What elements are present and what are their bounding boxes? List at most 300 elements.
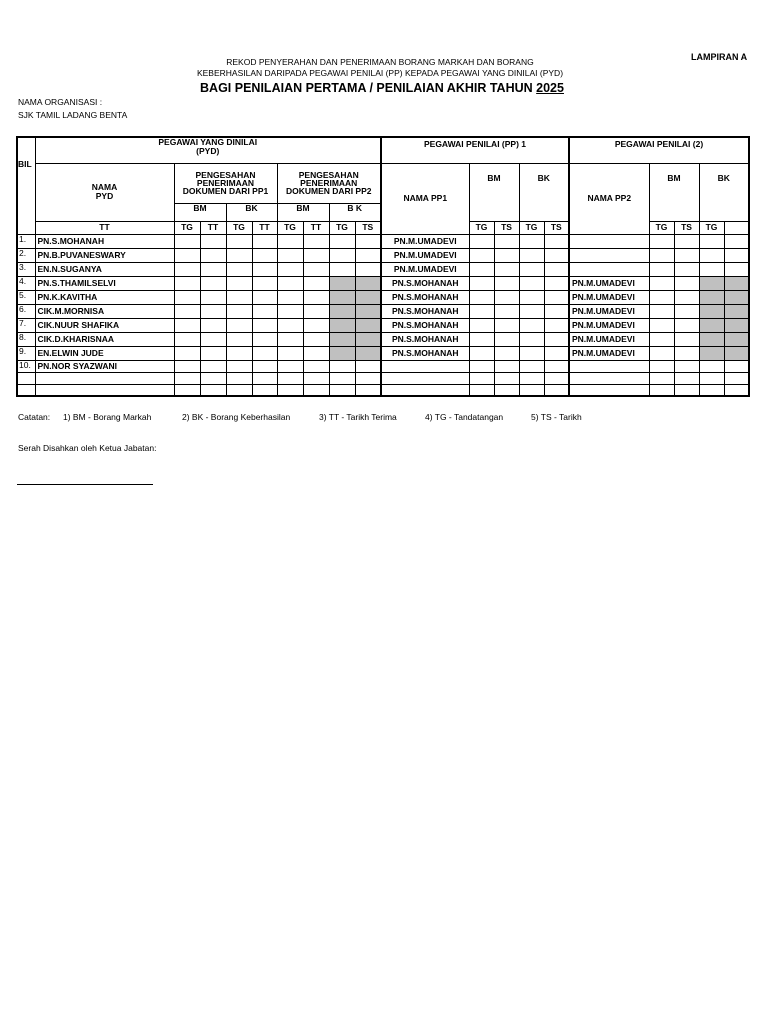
pyd-sign-cell[interactable]	[303, 248, 329, 262]
pyd-sign-cell[interactable]	[226, 276, 252, 290]
pyd-sign-cell[interactable]	[174, 304, 200, 318]
pyd-sign-cell[interactable]	[226, 234, 252, 248]
pyd-sign-cell[interactable]	[277, 384, 303, 396]
pp2-name	[569, 262, 649, 276]
pyd-sign-cell[interactable]	[200, 262, 226, 276]
pp2-sign-cell[interactable]	[724, 360, 749, 372]
pp1-sign-cell[interactable]	[519, 346, 544, 360]
pp2-sign-cell[interactable]	[724, 372, 749, 384]
pp1-sign-cell[interactable]	[519, 360, 544, 372]
pyd-sign-cell[interactable]	[303, 332, 329, 346]
pyd-sign-cell[interactable]	[252, 290, 277, 304]
pyd-sign-cell[interactable]	[174, 290, 200, 304]
pp1-sign-cell[interactable]	[494, 332, 519, 346]
pyd-sign-cell[interactable]	[329, 332, 355, 346]
pp1-sign-cell[interactable]	[494, 360, 519, 372]
pp2-sign-cell[interactable]	[674, 290, 699, 304]
pp1-name: PN.M.UMADEVI	[381, 262, 469, 276]
pp1-sign-cell[interactable]	[544, 248, 569, 262]
pyd-name	[35, 384, 174, 396]
col-tt: TT	[303, 221, 329, 234]
nama-pyd-line2: PYD	[95, 191, 114, 201]
pyd-name	[35, 372, 174, 384]
pyd-sign-cell[interactable]	[174, 318, 200, 332]
pp2-sign-cell[interactable]	[724, 234, 749, 248]
title-year: 2025	[536, 81, 564, 95]
pp1-sign-cell[interactable]	[544, 290, 569, 304]
serah-label: Serah Disahkan oleh Ketua Jabatan:	[18, 443, 157, 453]
lampiran-label: LAMPIRAN A	[691, 52, 748, 62]
pp2-sign-cell[interactable]	[649, 332, 674, 346]
pp2-name	[569, 248, 649, 262]
pp1-sign-cell[interactable]	[544, 304, 569, 318]
pp2-name: PN.M.UMADEVI	[569, 346, 649, 360]
document-title	[0, 81, 764, 95]
pp2-sign-cell[interactable]	[724, 304, 749, 318]
pp2-sign-cell[interactable]	[649, 248, 674, 262]
pyd-sign-cell[interactable]	[329, 262, 355, 276]
col-tg: TG	[329, 221, 355, 234]
pyd-name: CIK.M.MORNISA	[35, 304, 174, 318]
pp1-sign-cell[interactable]	[519, 304, 544, 318]
pp2-sign-cell[interactable]	[674, 346, 699, 360]
pyd-sign-cell[interactable]	[200, 234, 226, 248]
pyd-sign-cell[interactable]	[200, 360, 226, 372]
table-row	[17, 290, 749, 304]
pyd-sign-cell[interactable]	[174, 262, 200, 276]
pp2-name: PN.M.UMADEVI	[569, 304, 649, 318]
table-row	[17, 346, 749, 360]
row-number: 10.	[17, 360, 35, 372]
pyd-sign-cell[interactable]	[355, 248, 381, 262]
pyd-sign-cell[interactable]	[252, 262, 277, 276]
pyd-name: EN.ELWIN JUDE	[35, 346, 174, 360]
pp1-sign-cell[interactable]	[544, 234, 569, 248]
pyd-sign-cell[interactable]	[174, 276, 200, 290]
pp1-sign-cell[interactable]	[544, 372, 569, 384]
pp1-sign-cell[interactable]	[494, 384, 519, 396]
pyd-name: PN.B.PUVANESWARY	[35, 248, 174, 262]
pyd-sign-cell[interactable]	[303, 276, 329, 290]
row-number: 4.	[17, 276, 35, 290]
pp2-sign-cell[interactable]	[674, 332, 699, 346]
pp1-sign-cell[interactable]	[519, 318, 544, 332]
header-pp2-group: PEGAWAI PENILAI (2)	[569, 137, 749, 163]
pp1-name	[381, 372, 469, 384]
pp1-sign-cell[interactable]	[469, 346, 494, 360]
pp1-sign-cell[interactable]	[469, 262, 494, 276]
pp2-name: PN.M.UMADEVI	[569, 276, 649, 290]
table-row	[17, 262, 749, 276]
pyd-name: EN.N.SUGANYA	[35, 262, 174, 276]
pyd-sign-cell[interactable]	[252, 318, 277, 332]
pyd-sign-cell[interactable]	[252, 384, 277, 396]
pyd-sign-cell[interactable]	[277, 318, 303, 332]
pp2-name	[569, 360, 649, 372]
pyd-sign-cell[interactable]	[329, 372, 355, 384]
table-row	[17, 360, 749, 372]
pp1-name: PN.S.MOHANAH	[381, 276, 469, 290]
pyd-sign-cell[interactable]	[174, 360, 200, 372]
pyd-group-sub: (PYD)	[196, 146, 220, 156]
pp2-sign-cell[interactable]	[674, 262, 699, 276]
pyd-sign-cell[interactable]	[355, 372, 381, 384]
header-peng-pp1: PENGESAHAN PENERIMAAN DOKUMEN DARI PP1	[174, 163, 277, 203]
pp2-sign-cell[interactable]	[649, 346, 674, 360]
header-pp2-bm: BM	[649, 163, 699, 221]
pyd-sign-cell[interactable]	[226, 346, 252, 360]
pp2-sign-cell[interactable]	[674, 318, 699, 332]
table-row	[17, 372, 749, 384]
pp2-sign-cell[interactable]	[649, 262, 674, 276]
pyd-sign-cell[interactable]	[277, 234, 303, 248]
pyd-sign-cell[interactable]	[329, 290, 355, 304]
pyd-sign-cell[interactable]	[355, 360, 381, 372]
header-nama-pp2: NAMA PP2	[569, 163, 649, 234]
pyd-sign-cell[interactable]	[329, 234, 355, 248]
pp2-sign-cell[interactable]	[649, 384, 674, 396]
pyd-sign-cell[interactable]	[355, 318, 381, 332]
pp1-name: PN.S.MOHANAH	[381, 318, 469, 332]
pyd-sign-cell[interactable]	[329, 384, 355, 396]
pyd-sign-cell[interactable]	[277, 262, 303, 276]
pp1-sign-cell[interactable]	[469, 248, 494, 262]
pyd-sign-cell[interactable]	[252, 248, 277, 262]
pyd-sign-cell[interactable]	[252, 372, 277, 384]
col-ts: TS	[674, 221, 699, 234]
pyd-sign-cell[interactable]	[174, 384, 200, 396]
pp2-sign-cell[interactable]	[649, 360, 674, 372]
pyd-sign-cell[interactable]	[329, 304, 355, 318]
table-row	[17, 304, 749, 318]
col-ts: TS	[494, 221, 519, 234]
pyd-name: PN.NOR SYAZWANI	[35, 360, 174, 372]
note-ts: 5) TS - Tarikh	[531, 412, 582, 422]
pp2-sign-cell[interactable]	[649, 234, 674, 248]
pyd-sign-cell[interactable]	[200, 318, 226, 332]
pyd-sign-cell[interactable]	[174, 248, 200, 262]
pp1-sign-cell[interactable]	[469, 304, 494, 318]
pyd-sign-cell[interactable]	[252, 346, 277, 360]
pyd-sign-cell[interactable]	[355, 346, 381, 360]
pyd-sign-cell[interactable]	[303, 234, 329, 248]
note-tt: 3) TT - Tarikh Terima	[319, 412, 397, 422]
pp2-sign-cell[interactable]	[674, 276, 699, 290]
pp1-sign-cell[interactable]	[494, 372, 519, 384]
pp2-sign-cell[interactable]	[674, 384, 699, 396]
pyd-sign-cell[interactable]	[252, 276, 277, 290]
pp2-sign-cell[interactable]	[649, 290, 674, 304]
col-tg: TG	[226, 221, 252, 234]
pyd-sign-cell[interactable]	[355, 332, 381, 346]
pp1-name: PN.M.UMADEVI	[381, 248, 469, 262]
nama-pyd-line1: NAMA	[91, 182, 118, 192]
pp2-sign-cell[interactable]	[724, 332, 749, 346]
pyd-sign-cell[interactable]	[277, 276, 303, 290]
pp2-sign-cell[interactable]	[699, 384, 724, 396]
pp1-sign-cell[interactable]	[494, 276, 519, 290]
pp1-sign-cell[interactable]	[494, 318, 519, 332]
pp2-sign-cell[interactable]	[649, 372, 674, 384]
pp2-sign-cell[interactable]	[724, 290, 749, 304]
pp2-sign-cell[interactable]	[724, 318, 749, 332]
note-bm: 1) BM - Borang Markah	[63, 412, 152, 422]
col-tg: TG	[174, 221, 200, 234]
header-pp2-bk: BK	[699, 163, 749, 221]
pyd-sign-cell[interactable]	[277, 346, 303, 360]
col-tg: TG	[277, 221, 303, 234]
org-label: NAMA ORGANISASI :	[18, 97, 103, 107]
col-tt: TT	[200, 221, 226, 234]
pyd-sign-cell[interactable]	[226, 318, 252, 332]
pp1-sign-cell[interactable]	[544, 276, 569, 290]
pyd-sign-cell[interactable]	[329, 318, 355, 332]
pyd-sign-cell[interactable]	[277, 248, 303, 262]
pyd-sign-cell[interactable]	[303, 290, 329, 304]
pyd-sign-cell[interactable]	[174, 332, 200, 346]
pp1-sign-cell[interactable]	[519, 384, 544, 396]
note-bk: 2) BK - Borang Keberhasilan	[182, 412, 291, 422]
pyd-name: CIK.NUUR SHAFIKA	[35, 318, 174, 332]
pyd-name: PN.K.KAVITHA	[35, 290, 174, 304]
header-nama-pp1: NAMA PP1	[381, 163, 469, 234]
pyd-sign-cell[interactable]	[200, 346, 226, 360]
header-pyd2-bk: B K	[329, 203, 381, 221]
header-pp1-group: PEGAWAI PENILAI (PP) 1	[381, 137, 569, 163]
pp2-sign-cell[interactable]	[699, 360, 724, 372]
pp2-sign-cell[interactable]	[699, 276, 724, 290]
pp2-name: PN.M.UMADEVI	[569, 290, 649, 304]
pyd-sign-cell[interactable]	[303, 360, 329, 372]
pyd-sign-cell[interactable]	[200, 332, 226, 346]
pp2-sign-cell[interactable]	[649, 304, 674, 318]
pyd-sign-cell[interactable]	[303, 346, 329, 360]
pp1-sign-cell[interactable]	[519, 372, 544, 384]
pp1-sign-cell[interactable]	[519, 262, 544, 276]
pyd-sign-cell[interactable]	[226, 372, 252, 384]
pp2-sign-cell[interactable]	[649, 318, 674, 332]
pp1-sign-cell[interactable]	[469, 276, 494, 290]
pyd-sign-cell[interactable]	[303, 384, 329, 396]
pp2-name: PN.M.UMADEVI	[569, 318, 649, 332]
col-tg: TG	[519, 221, 544, 234]
pyd-sign-cell[interactable]	[226, 262, 252, 276]
col-tg: TG	[469, 221, 494, 234]
table-row	[17, 276, 749, 290]
table-row	[17, 248, 749, 262]
pp2-sign-cell[interactable]	[649, 276, 674, 290]
pp1-sign-cell[interactable]	[469, 234, 494, 248]
pyd-sign-cell[interactable]	[226, 384, 252, 396]
signature-line[interactable]	[17, 484, 153, 485]
pyd-sign-cell[interactable]	[355, 304, 381, 318]
pyd-sign-cell[interactable]	[252, 304, 277, 318]
table-row	[17, 384, 749, 396]
pp2-sign-cell[interactable]	[674, 234, 699, 248]
pp1-name	[381, 384, 469, 396]
pyd-sign-cell[interactable]	[277, 372, 303, 384]
pp1-sign-cell[interactable]	[519, 290, 544, 304]
row-number: 7.	[17, 318, 35, 332]
title-line-2: KEBERHASILAN DARIPADA PEGAWAI PENILAI (PP) KEPADA PEGAWAI YANG DINILAI (PYD)	[196, 68, 564, 78]
pp2-sign-cell[interactable]	[699, 248, 724, 262]
title-line-1: REKOD PENYERAHAN DAN PENERIMAAN BORANG MARKAH DAN BORANG	[226, 57, 534, 67]
pyd-group-label: PEGAWAI YANG DINILAI	[158, 137, 258, 147]
pyd-sign-cell[interactable]	[226, 332, 252, 346]
pp1-sign-cell[interactable]	[469, 290, 494, 304]
pyd-sign-cell[interactable]	[226, 248, 252, 262]
pyd-sign-cell[interactable]	[355, 262, 381, 276]
record-table	[16, 136, 750, 397]
pyd-sign-cell[interactable]	[355, 276, 381, 290]
pp1-sign-cell[interactable]	[469, 318, 494, 332]
row-number: 6.	[17, 304, 35, 318]
pp1-name: PN.M.UMADEVI	[381, 234, 469, 248]
header-pyd1-bk: BK	[226, 203, 277, 221]
header-pyd1-bm: BM	[174, 203, 226, 221]
pp1-sign-cell[interactable]	[469, 332, 494, 346]
pp1-sign-cell[interactable]	[494, 248, 519, 262]
pp1-name: PN.S.MOHANAH	[381, 346, 469, 360]
pyd-name: PN.S.THAMILSELVI	[35, 276, 174, 290]
pyd-sign-cell[interactable]	[277, 290, 303, 304]
pp1-sign-cell[interactable]	[544, 360, 569, 372]
pyd-sign-cell[interactable]	[277, 304, 303, 318]
table-row	[17, 234, 749, 248]
pp2-sign-cell[interactable]	[699, 234, 724, 248]
pyd-sign-cell[interactable]	[252, 360, 277, 372]
pyd-sign-cell[interactable]	[226, 360, 252, 372]
pp2-sign-cell[interactable]	[724, 262, 749, 276]
pp2-sign-cell[interactable]	[699, 318, 724, 332]
pp1-name: PN.S.MOHANAH	[381, 304, 469, 318]
row-number: 8.	[17, 332, 35, 346]
pyd-sign-cell[interactable]	[252, 332, 277, 346]
pyd-sign-cell[interactable]	[329, 346, 355, 360]
pyd-sign-cell[interactable]	[174, 234, 200, 248]
row-number: 3.	[17, 262, 35, 276]
header-bil: BIL	[17, 137, 35, 234]
pp2-sign-cell[interactable]	[699, 304, 724, 318]
table-row	[17, 332, 749, 346]
header-pp1-bk: BK	[519, 163, 569, 221]
pyd-sign-cell[interactable]	[174, 372, 200, 384]
pyd-sign-cell[interactable]	[277, 332, 303, 346]
pyd-sign-cell[interactable]	[252, 234, 277, 248]
pyd-sign-cell[interactable]	[200, 248, 226, 262]
pp1-sign-cell[interactable]	[544, 384, 569, 396]
pp1-name: PN.S.MOHANAH	[381, 332, 469, 346]
pp2-sign-cell[interactable]	[699, 332, 724, 346]
pp1-sign-cell[interactable]	[519, 248, 544, 262]
table-row	[17, 318, 749, 332]
row-number: 9.	[17, 346, 35, 360]
note-catatan: Catatan:	[18, 412, 51, 422]
pp1-name	[381, 360, 469, 372]
pp1-name: PN.S.MOHANAH	[381, 290, 469, 304]
pyd-sign-cell[interactable]	[355, 290, 381, 304]
document-subtitle	[0, 57, 760, 79]
header-peng-pp2: PENGESAHAN PENERIMAAN DOKUMEN DARI PP2	[277, 163, 381, 203]
pp2-sign-cell[interactable]	[724, 248, 749, 262]
pyd-sign-cell[interactable]	[200, 304, 226, 318]
header-nama-pyd	[35, 163, 174, 221]
pp2-sign-cell[interactable]	[674, 304, 699, 318]
pyd-sign-cell[interactable]	[329, 276, 355, 290]
pp1-sign-cell[interactable]	[469, 372, 494, 384]
pp2-sign-cell[interactable]	[724, 276, 749, 290]
col-tt: TT	[35, 221, 174, 234]
header-pp1-bm: BM	[469, 163, 519, 221]
pp1-sign-cell[interactable]	[469, 360, 494, 372]
pyd-sign-cell[interactable]	[329, 360, 355, 372]
pyd-name: CIK.D.KHARISNAA	[35, 332, 174, 346]
pyd-sign-cell[interactable]	[303, 318, 329, 332]
col-ts: TS	[355, 221, 381, 234]
pp2-sign-cell[interactable]	[699, 372, 724, 384]
pp2-sign-cell[interactable]	[724, 346, 749, 360]
pyd-sign-cell[interactable]	[303, 372, 329, 384]
title-main: BAGI PENILAIAN PERTAMA / PENILAIAN AKHIR TAHUN	[200, 81, 533, 95]
pp1-sign-cell[interactable]	[494, 262, 519, 276]
pyd-sign-cell[interactable]	[329, 248, 355, 262]
pp2-name	[569, 384, 649, 396]
pyd-sign-cell[interactable]	[200, 372, 226, 384]
pp2-sign-cell[interactable]	[699, 290, 724, 304]
pp2-sign-cell[interactable]	[674, 248, 699, 262]
pyd-sign-cell[interactable]	[200, 384, 226, 396]
row-number: 2.	[17, 248, 35, 262]
pp1-sign-cell[interactable]	[519, 332, 544, 346]
col-tt: TT	[252, 221, 277, 234]
pyd-sign-cell[interactable]	[226, 290, 252, 304]
pp1-sign-cell[interactable]	[519, 234, 544, 248]
pp2-sign-cell[interactable]	[699, 346, 724, 360]
pyd-sign-cell[interactable]	[200, 290, 226, 304]
pp2-sign-cell[interactable]	[674, 360, 699, 372]
pp1-sign-cell[interactable]	[469, 384, 494, 396]
pp2-sign-cell[interactable]	[724, 384, 749, 396]
pp2-name	[569, 372, 649, 384]
pp1-sign-cell[interactable]	[494, 304, 519, 318]
header-pyd2-bm: BM	[277, 203, 329, 221]
pp1-sign-cell[interactable]	[544, 346, 569, 360]
pp1-sign-cell[interactable]	[544, 318, 569, 332]
pp1-sign-cell[interactable]	[544, 332, 569, 346]
pp1-sign-cell[interactable]	[494, 290, 519, 304]
pyd-sign-cell[interactable]	[277, 360, 303, 372]
pyd-sign-cell[interactable]	[355, 234, 381, 248]
pp2-sign-cell[interactable]	[699, 262, 724, 276]
row-number: 1.	[17, 234, 35, 248]
pp2-sign-cell[interactable]	[674, 372, 699, 384]
pyd-name: PN.S.MOHANAH	[35, 234, 174, 248]
pyd-sign-cell[interactable]	[174, 346, 200, 360]
pyd-sign-cell[interactable]	[303, 304, 329, 318]
pp1-sign-cell[interactable]	[494, 234, 519, 248]
col-tg: TG	[699, 221, 724, 234]
pyd-sign-cell[interactable]	[200, 276, 226, 290]
header-pyd-group	[35, 137, 381, 163]
pyd-sign-cell[interactable]	[303, 262, 329, 276]
pp1-sign-cell[interactable]	[494, 346, 519, 360]
pyd-sign-cell[interactable]	[226, 304, 252, 318]
pp2-name: PN.M.UMADEVI	[569, 332, 649, 346]
pp1-sign-cell[interactable]	[519, 276, 544, 290]
col-tg: TG	[649, 221, 674, 234]
pp1-sign-cell[interactable]	[544, 262, 569, 276]
pyd-sign-cell[interactable]	[355, 384, 381, 396]
